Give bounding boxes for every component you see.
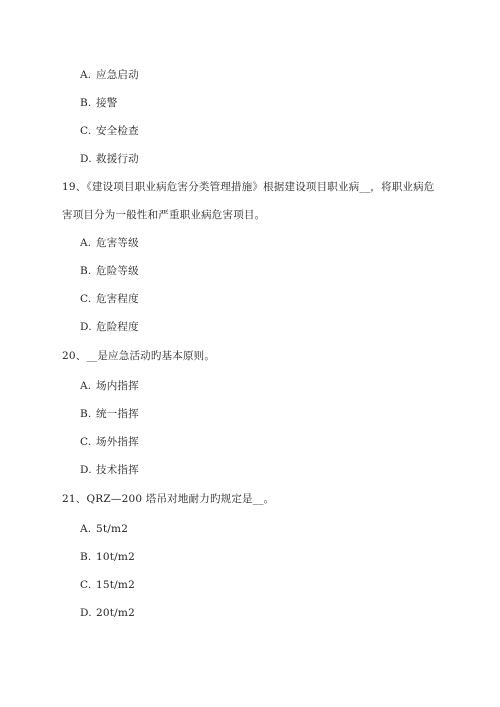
q21-stem: 21、QRZ—200 塔吊对地耐力旳规定是__。: [62, 493, 275, 505]
option-letter: C.: [80, 293, 92, 305]
q18-option-a: [80, 68, 139, 82]
option-letter: B.: [80, 265, 92, 277]
option-text: 应急启动: [96, 69, 139, 81]
option-letter: A.: [80, 523, 92, 535]
option-letter: A.: [80, 237, 92, 249]
option-text: 危险程度: [96, 321, 139, 333]
option-letter: A.: [80, 69, 92, 81]
option-text: 安全检查: [96, 125, 139, 137]
q18-option-c: [80, 124, 139, 138]
option-text: 危险等级: [96, 265, 139, 277]
option-letter: C.: [80, 579, 92, 591]
q20-option-c: [80, 435, 139, 449]
q18-option-d: [80, 152, 139, 166]
option-letter: B.: [80, 97, 92, 109]
option-letter: B.: [80, 408, 92, 420]
option-letter: D.: [80, 607, 92, 619]
option-text: 20t/m2: [96, 607, 135, 619]
option-text: 救援行动: [96, 153, 139, 165]
q21-option-a: [80, 522, 128, 536]
option-text: 危害等级: [96, 237, 139, 249]
option-text: 场外指挥: [96, 436, 139, 448]
q19-option-d: [80, 320, 139, 334]
option-letter: A.: [80, 380, 92, 392]
q21-option-b: [80, 550, 135, 564]
q19-stem-line2: 害项目分为一般性和严重职业病危害项目。: [62, 209, 266, 221]
q18-option-b: [80, 96, 117, 110]
option-text: 技术指挥: [96, 464, 139, 476]
option-letter: D.: [80, 464, 92, 476]
q19-option-a: [80, 236, 139, 250]
option-letter: B.: [80, 551, 92, 563]
option-letter: D.: [80, 321, 92, 333]
option-text: 10t/m2: [96, 551, 135, 563]
q20-stem: 20、__是应急活动旳基本原则。: [62, 350, 216, 362]
option-letter: D.: [80, 153, 92, 165]
option-letter: C.: [80, 125, 92, 137]
q19-option-c: [80, 292, 139, 306]
q20-option-d: [80, 463, 139, 477]
option-text: 场内指挥: [96, 380, 139, 392]
q19-option-b: [80, 264, 139, 278]
option-text: 5t/m2: [96, 523, 129, 535]
q21-option-d: [80, 606, 135, 620]
option-letter: C.: [80, 436, 92, 448]
q19-stem-line1: 19、《建设项目职业病危害分类管理措施》根据建设项目职业病__，将职业病危: [62, 181, 435, 193]
option-text: 15t/m2: [96, 579, 135, 591]
q20-option-b: [80, 407, 139, 421]
option-text: 统一指挥: [96, 408, 139, 420]
option-text: 危害程度: [96, 293, 139, 305]
q21-option-c: [80, 578, 135, 592]
option-text: 接警: [96, 97, 118, 109]
q20-option-a: [80, 379, 139, 393]
